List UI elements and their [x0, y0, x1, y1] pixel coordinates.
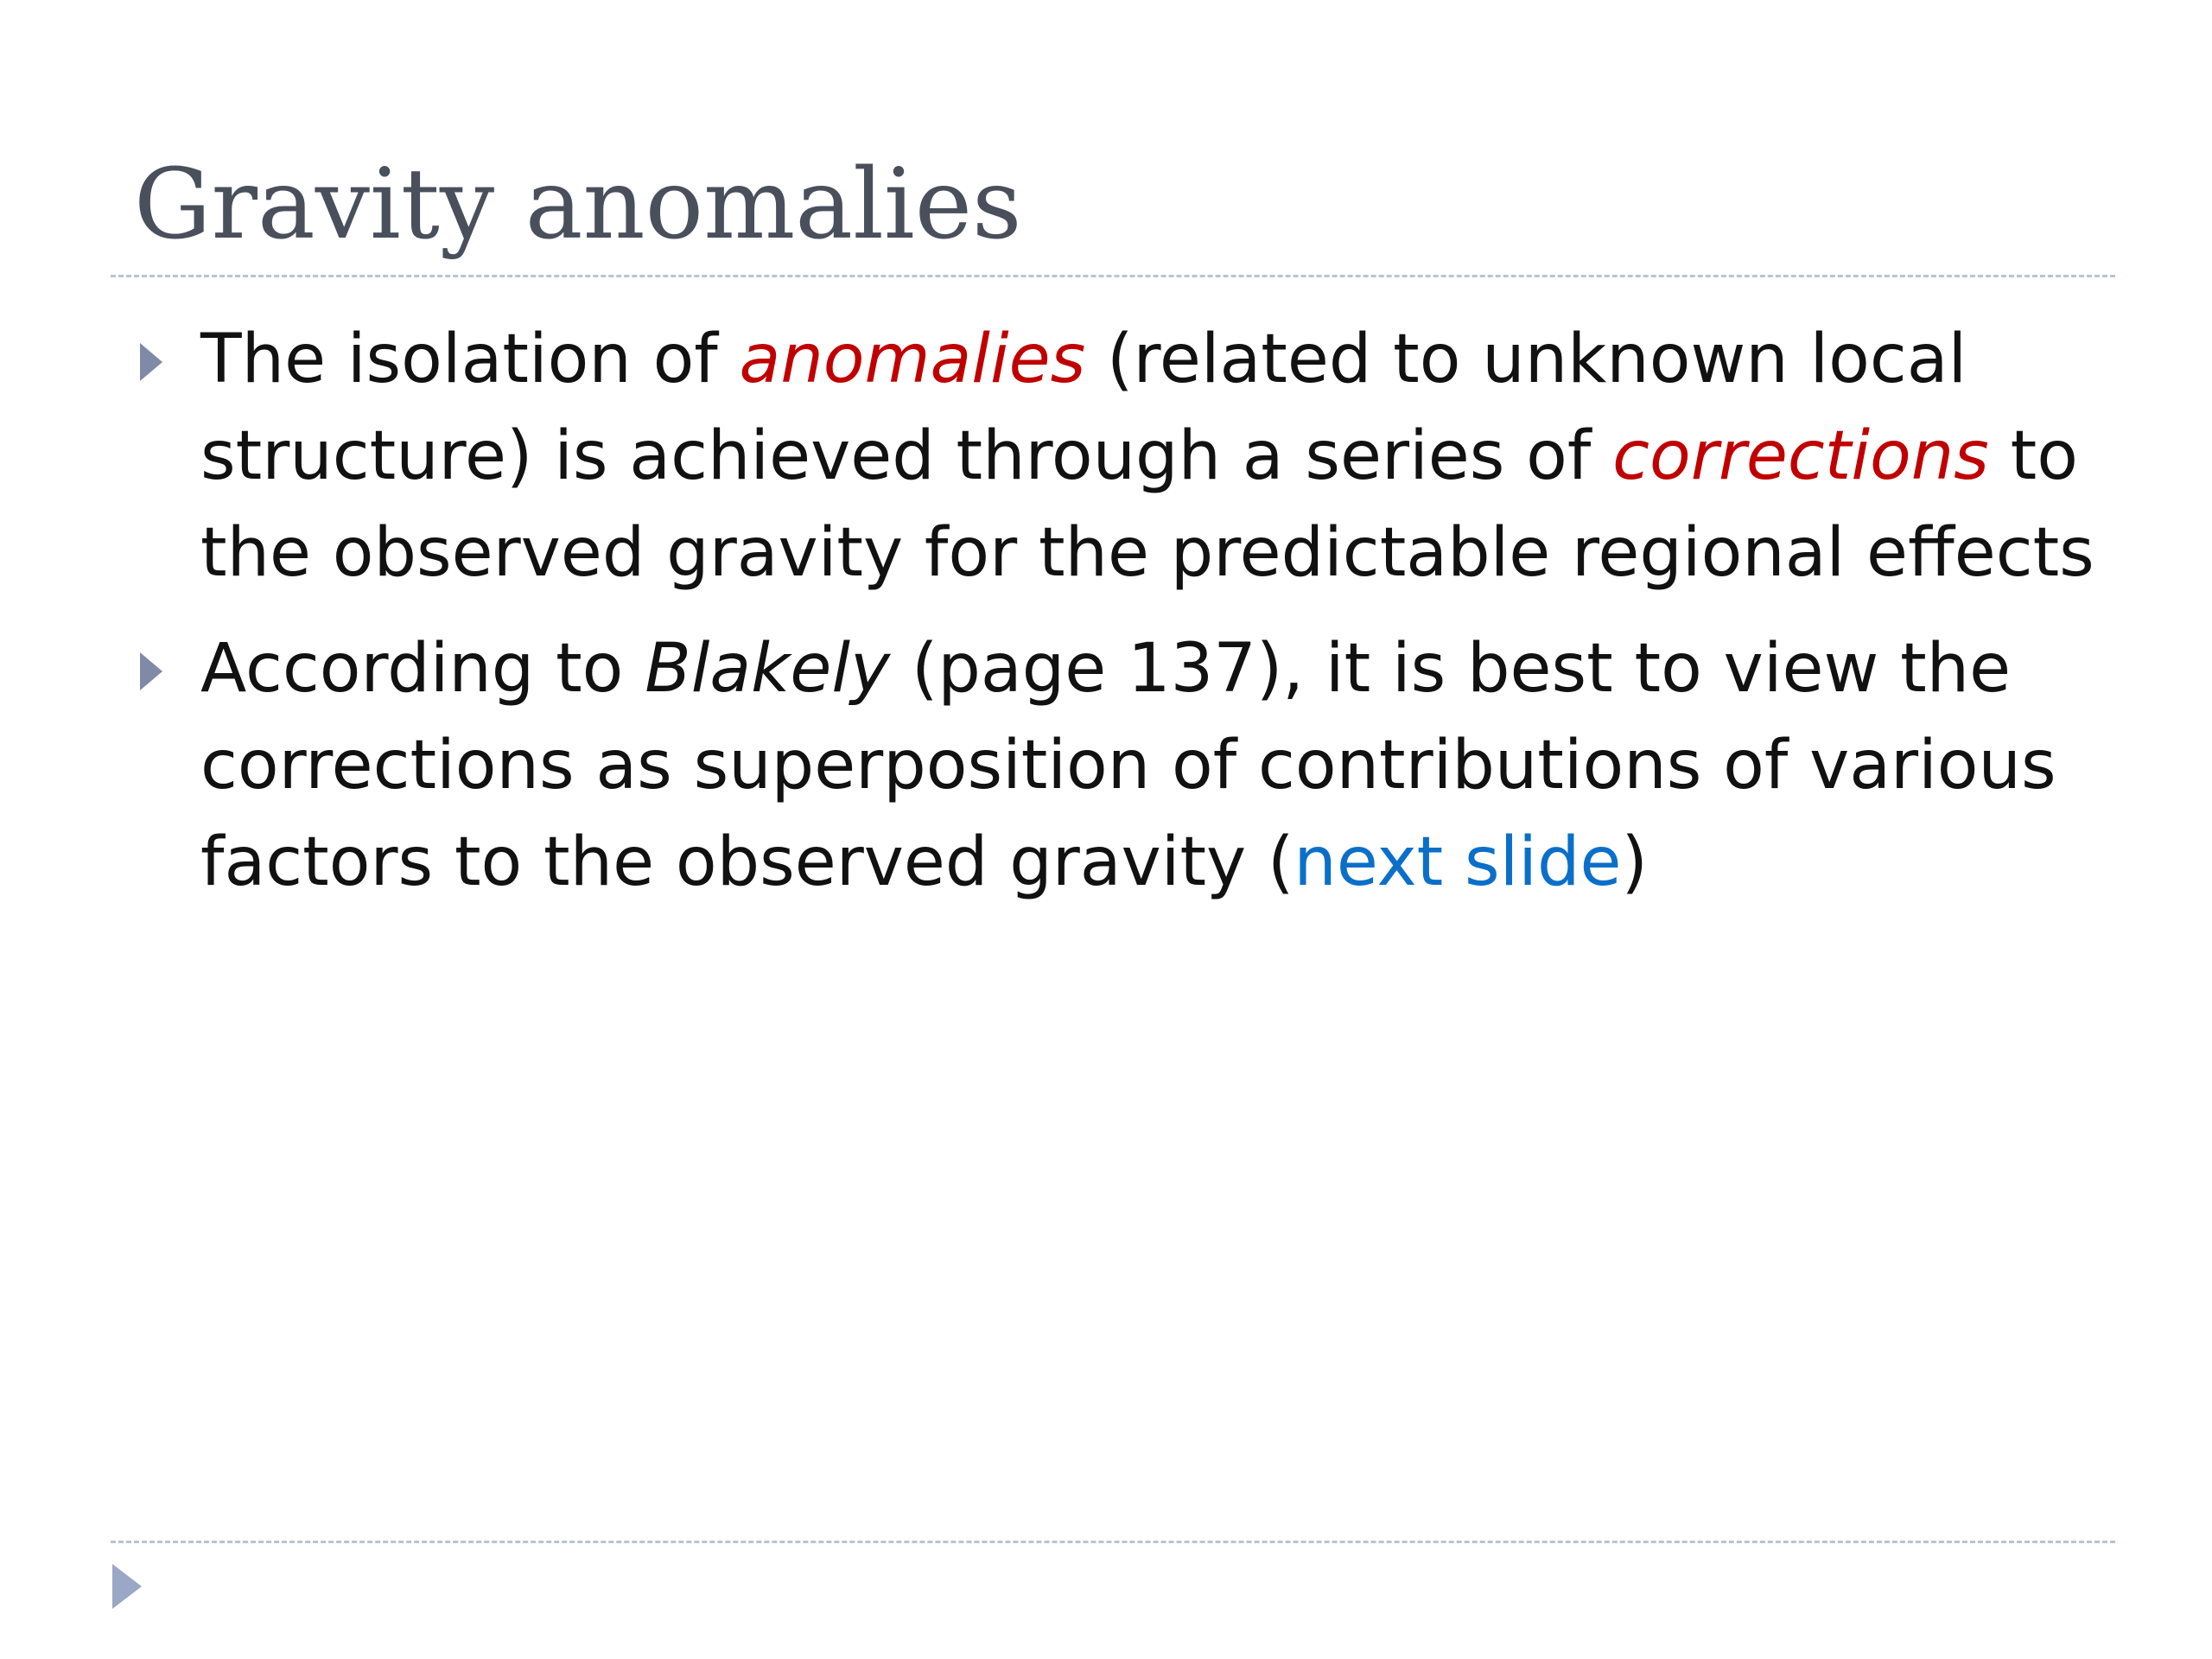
bullet-1-text-b: (related to unknown local structure) is achieved through a series of	[200, 321, 1967, 495]
title-divider	[111, 275, 2115, 277]
bullet-1-text-c: to the observed gravity for the predictable regional effects	[200, 417, 2094, 592]
bullet-list	[130, 311, 2117, 930]
triangle-bullet-icon	[140, 652, 162, 690]
triangle-bullet-icon	[140, 343, 162, 381]
bullet-1-emphasis-anomalies: anomalies	[739, 321, 1086, 398]
bullet-2-text-a: According to	[200, 630, 645, 708]
bullet-1-emphasis-corrections: corrections	[1612, 417, 1989, 495]
footer-divider	[111, 1541, 2115, 1543]
bullet-2-text-b: (page 137), it is best to view the corrections as superposition of contributions of various factors to the observed gravity (	[200, 630, 2056, 901]
bullet-2-emphasis-blakely: Blakely	[645, 630, 891, 708]
bullet-item-1	[130, 311, 2117, 601]
slide-title: Gravity anomalies	[134, 149, 1022, 261]
bullet-1-text-a: The isolation of	[200, 321, 740, 398]
bullet-item-2	[130, 620, 2117, 911]
triangle-footer-icon	[112, 1564, 142, 1609]
next-slide-link[interactable]: next slide	[1294, 823, 1622, 901]
bullet-2-text-c: )	[1621, 823, 1648, 901]
